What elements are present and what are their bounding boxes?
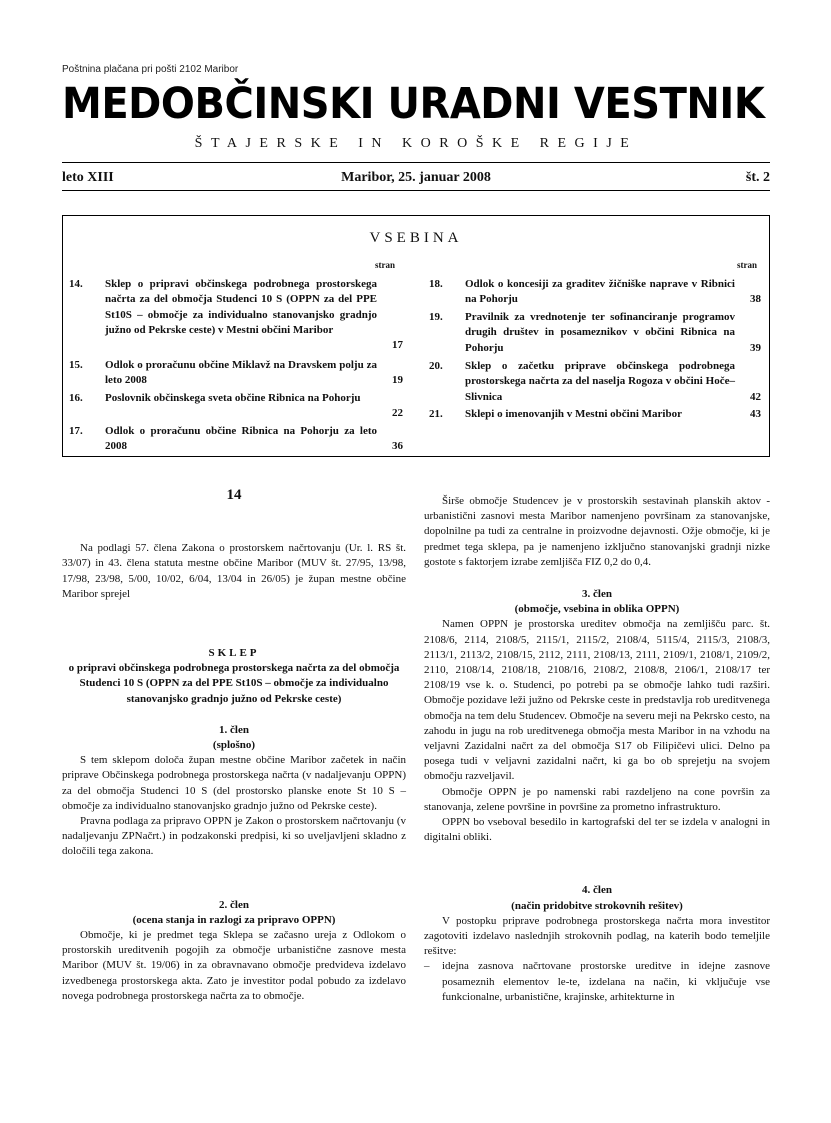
article-4-title: 4. člen (582, 884, 612, 897)
toc-item-page: 22 (392, 407, 403, 419)
list-dash: – (424, 960, 430, 973)
issue-number: št. 2 (745, 170, 770, 185)
article-2-title: 2. člen (219, 898, 249, 911)
toc-item-number: 16. (69, 392, 83, 404)
list-item-text: idejna zasnova načrtovane prostorske ureditve in idejne zasnove posameznih elementov le-te, izdelana na način, ki vključuje vse funkcionalne, urbanistične, krajinske, arhitekturne in (442, 960, 770, 1003)
toc-item-page: 39 (750, 342, 761, 354)
header-rule-bottom (62, 190, 770, 191)
masthead-subtitle: ŠTAJERSKE IN KOROŠKE REGIJE (194, 136, 638, 151)
article-1-title: 1. člen (219, 723, 249, 736)
toc-item-number: 14. (69, 278, 83, 290)
article-4-subtitle: (način pridobitve strokovnih rešitev) (511, 899, 683, 912)
toc-item-title: Sklepi o imenovanjih v Mestni občini Maribor (465, 408, 682, 420)
toc-item-title: Odlok o koncesiji za graditev žičniške naprave v Ribnici na Pohorju (465, 278, 735, 306)
toc-item-title: Odlok o proračunu občine Ribnica na Pohorju za leto 2008 (105, 425, 377, 453)
toc-item-title: Odlok o proračunu občine Miklavž na Dravskem polju za leto 2008 (105, 359, 377, 387)
table-of-contents (62, 215, 770, 457)
toc-item-number: 17. (69, 425, 83, 437)
toc-item-page: 43 (750, 408, 761, 420)
article-3-subtitle: (območje, vsebina in oblika OPPN) (514, 603, 680, 616)
toc-item-number: 18. (429, 278, 443, 290)
masthead-title: MEDOBČINSKI URADNI VESTNIK (62, 79, 765, 129)
article-4-paragraph-1: V postopku priprave podrobnega prostorskega načrta mora investitor zagotoviti izdelavo naslednjih strokovnih podlag, na katerih bodo temeljile rešitve: (424, 914, 770, 958)
sklep-title: SKLEP (208, 647, 260, 660)
issue-info-row (62, 170, 770, 190)
article-1-subtitle: (splošno) (212, 739, 256, 752)
toc-item-title: Pravilnik za vrednotenje ter sofinanciranje programov drugih društev in posameznikov v občini Ribnica na Pohorju (465, 311, 735, 354)
article-1-paragraph-1: S tem sklepom določa župan mestne občine Maribor začetek in način priprave Občinskega podrobnega prostorskega načrta (v nadaljevanju OPPN) za del območja Studenci 10 S (del prostorsko planske enote St 10 S – območje za individualno stanovanjsko gradnjo južno od Pekrske ceste). (62, 754, 406, 812)
toc-item-number: 20. (429, 360, 443, 372)
document-number: 14 (226, 487, 242, 503)
toc-item-number: 19. (429, 311, 443, 323)
article-3-paragraph-2: Območje OPPN je po namenski rabi razdeljeno na cone površin za stanovanja, zelene površine in površine za prometno infrastrukturo. (424, 785, 770, 813)
article-3-paragraph-3: OPPN bo vseboval besedilo in kartografski del ter se izdela v analogni in digitalni obliki. (424, 816, 770, 844)
toc-item-number: 21. (429, 408, 443, 420)
issue-year: leto XIII (62, 170, 114, 185)
toc-page-label-right: stran (737, 260, 757, 270)
article-2-subtitle: (ocena stanja in razlogi za pripravo OPPN) (132, 913, 336, 926)
postage-note: Poštnina plačana pri pošti 2102 Maribor (62, 64, 239, 75)
article-3-title: 3. člen (582, 588, 612, 601)
toc-item-page: 38 (750, 293, 761, 305)
sklep-subtitle: o pripravi občinskega podrobnega prostorskega načrta za del območja Studenci 10 S (OPPN za del PPE St10S – območje za individualno stanovanjsko gradnjo južno od Pekrske ceste) (68, 662, 400, 705)
toc-item-title: Sklep o začetku priprave občinskega podrobnega prostorskega načrta za del naselja Rogoza v občini Hoče–Slivnica (465, 360, 735, 403)
issue-date: Maribor, 25. januar 2008 (341, 170, 491, 185)
scope-paragraph: Širše območje Studencev je v prostorskih sestavinah planskih aktov - urbanistični zasnovi mesta Maribor namenjeno površinam za stanovanjske, dopolnilne pa tudi za centralne in proizvodne dejavnosti. Ožje območje, ki je predmet tega sklepa, pa je namenjeno izključno stanovanjski gradnji nizke gostote s faktorjem izrabe zemljišča FIZ 0,2 do 0,4. (424, 495, 770, 568)
toc-page-label-left: stran (375, 260, 395, 270)
toc-item-page: 17 (392, 339, 403, 351)
header-rule-top (62, 162, 770, 163)
right-column (424, 494, 770, 1005)
list-item (424, 959, 770, 1005)
toc-title: VSEBINA (369, 230, 463, 246)
toc-item-page: 42 (750, 391, 761, 403)
intro-paragraph: Na podlagi 57. člena Zakona o prostorskem načrtovanju (Ur. l. RS št. 33/07) in 43. člena statuta mestne občine Maribor (MUV št. 27/95, 13/98, 17/98, 23/98, 5/00, 10/02, 6/04, 13/04 in 26/05) je župan mestne občine Maribor sprejel (62, 542, 406, 600)
toc-item-page: 19 (392, 374, 403, 386)
toc-item-number: 15. (69, 359, 83, 371)
article-2-paragraph-1: Območje, ki je predmet tega Sklepa se začasno ureja z Odlokom o prostorskih ureditvenih pogojih za območje urbanistične zasnove mesta Maribor (MUV št. 19/06) in za obravnavano območje predvideva izdelavo izvedbenega prostorskega akta. Zato je investitor podal pobudo za izdelavo novega podrobnega prostorskega načrta za to območje. (62, 929, 406, 1002)
article-1-paragraph-2: Pravna podlaga za pripravo OPPN je Zakon o prostorskem načrtovanju (v nadaljevanju ZPNačrt.) in podzakonski predpisi, ki so uveljavljeni skladno z določili tega zakona. (62, 815, 406, 858)
article-3-paragraph-1: Namen OPPN je prostorska ureditev območja na zemljišču parc. št. 2108/6, 2114, 2108/5, 2115/1, 2115/2, 2108/4, 5115/4, 2115/3, 2108/3, 2113/1, 2113/2, 2108/15, 2112, 2111, 2108/13, 2111, 2109/1, 2108/1, 2109/2, 2110, 2108/14, 2108/18, 2108/16, 2108/2, 2108/8, 2106/1, 2108/17 ter 2108/19 vse k. o. Studenci, po potrebi pa se območje lahko tudi razširi. Območje pozidave leži južno od Pekrske ceste in predstavlja rob ureditvenega območja na tem delu Studencev. Območje na severu meji na Pekrsko cesto, na zahodu in jugu na rob ureditvenega območja mesta Maribor in na vzhodu na veljavni Zazidalni načrt za del območja S17 ob Filipičevi ulici. Delno pa posega tudi v veljavni zazidalni načrt, ki ga bo ob sprejetju na svojem območju razveljavil. (424, 618, 770, 783)
left-column (62, 488, 406, 1004)
toc-item-title: Poslovnik občinskega sveta občine Ribnica na Pohorju (105, 392, 361, 404)
toc-item-page: 36 (392, 440, 403, 452)
toc-item-title: Sklep o pripravi občinskega podrobnega prostorskega načrta za del območja Studenci 10 S (OPPN za del PPE St10S – območje za individualno stanovanjsko gradnjo južno od Pekrske ceste) v Mestni občini Maribor (105, 278, 377, 336)
